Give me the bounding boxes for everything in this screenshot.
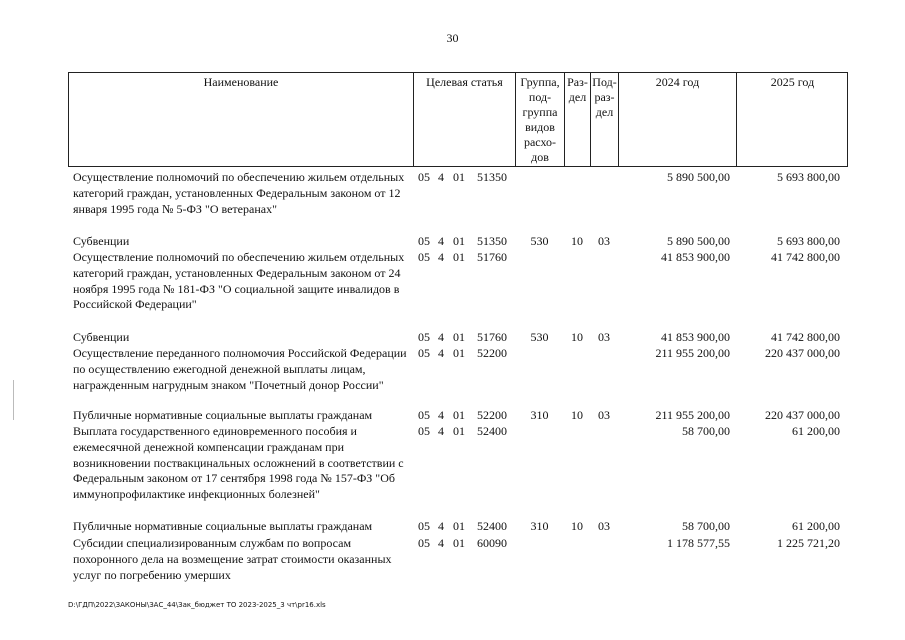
row-name: Осуществление полномочий по обеспечению жильем отдельных категорий граждан, установленных Федеральным законом от 12 января 1995 года № 5-ФЗ "О ветеранах" bbox=[73, 170, 405, 216]
row-podrazdel: 03 bbox=[598, 330, 610, 344]
file-path-footer: D:\ГДП\2022\ЗАКОНЫ\ЗАС_44\Зак_бюджет ТО 2023-2025_3 чт\pr16.xls bbox=[68, 601, 326, 609]
row-2025: 61 200,00 bbox=[792, 424, 840, 438]
row-podrazdel: 03 bbox=[598, 408, 610, 422]
row-razdel: 10 bbox=[571, 408, 583, 422]
row-group: 310 bbox=[530, 519, 549, 533]
row-group: 310 bbox=[530, 408, 549, 422]
row-target: 05 4 01 51760 bbox=[418, 250, 507, 264]
row-target: 05 4 01 52200 bbox=[418, 408, 507, 422]
row-2024: 5 890 500,00 bbox=[667, 234, 730, 248]
row-2024: 41 853 900,00 bbox=[661, 330, 730, 344]
row-target: 05 4 01 51350 bbox=[418, 234, 507, 248]
row-razdel: 10 bbox=[571, 519, 583, 533]
row-2025: 5 693 800,00 bbox=[777, 234, 840, 248]
header-group: Группа, под- группа видов расхо- дов bbox=[516, 73, 565, 166]
row-name: Субвенции bbox=[73, 330, 130, 344]
row-name: Выплата государственного единовременного пособия и ежемесячной денежной компенсации гражданам при возникновении поствакцинальных осложнений в соответствии с Федеральным законом от 17 сентября 1998 года № 157-ФЗ "Об иммунопрофилактике инфекционных болезней" bbox=[73, 424, 404, 502]
row-2024: 58 700,00 bbox=[682, 519, 730, 533]
row-name: Осуществление полномочий по обеспечению жильем отдельных категорий граждан, установленных Федеральным законом от 24 ноября 1995 года № 181-ФЗ "О социальной защите инвалидов в Российской Федерации" bbox=[73, 250, 405, 312]
row-2025: 41 742 800,00 bbox=[771, 250, 840, 264]
header-name: Наименование bbox=[69, 73, 414, 166]
header-2025: 2025 год bbox=[770, 75, 815, 89]
row-target: 05 4 01 52400 bbox=[418, 424, 507, 438]
row-2024: 211 955 200,00 bbox=[655, 346, 730, 360]
row-podrazdel: 03 bbox=[598, 234, 610, 248]
row-2025: 61 200,00 bbox=[792, 519, 840, 533]
budget-table bbox=[68, 72, 848, 582]
header-razdel: Раз- дел bbox=[565, 73, 591, 166]
row-group: 530 bbox=[530, 330, 549, 344]
row-name: Субсидии специализированным службам по вопросам похоронного дела на возмещение затрат стоимости оказанных услуг по погребению умерших bbox=[73, 536, 392, 582]
row-2024: 1 178 577,55 bbox=[667, 536, 730, 550]
row-2025: 1 225 721,20 bbox=[777, 536, 840, 550]
row-name: Публичные нормативные социальные выплаты гражданам bbox=[73, 408, 373, 422]
row-2025: 5 693 800,00 bbox=[777, 170, 840, 184]
row-2024: 5 890 500,00 bbox=[667, 170, 730, 184]
row-razdel: 10 bbox=[571, 234, 583, 248]
row-target: 05 4 01 51760 bbox=[418, 330, 507, 344]
header-podrazdel: Под- раз- дел bbox=[591, 73, 619, 166]
table-header bbox=[68, 72, 848, 167]
row-name: Субвенции bbox=[73, 234, 130, 248]
row-podrazdel: 03 bbox=[598, 519, 610, 533]
row-razdel: 10 bbox=[571, 330, 583, 344]
row-target: 05 4 01 51350 bbox=[418, 170, 507, 184]
row-2024: 211 955 200,00 bbox=[655, 408, 730, 422]
page-number: 30 bbox=[446, 31, 459, 45]
row-target: 05 4 01 52400 bbox=[418, 519, 507, 533]
row-2025: 220 437 000,00 bbox=[765, 346, 840, 360]
header-target: Целевая статья bbox=[414, 73, 516, 166]
row-2025: 220 437 000,00 bbox=[765, 408, 840, 422]
header-2024: 2024 год bbox=[619, 73, 737, 166]
row-2025: 41 742 800,00 bbox=[771, 330, 840, 344]
row-group: 530 bbox=[530, 234, 549, 248]
row-2024: 41 853 900,00 bbox=[661, 250, 730, 264]
row-2024: 58 700,00 bbox=[682, 424, 730, 438]
row-name: Публичные нормативные социальные выплаты гражданам bbox=[73, 519, 373, 533]
row-name: Осуществление переданного полномочия Российской Федерации по осуществлению ежегодной денежной выплаты лицам, награжденным нагрудным знаком "Почетный донор России" bbox=[73, 346, 407, 392]
row-target: 05 4 01 52200 bbox=[418, 346, 507, 360]
scan-margin-mark bbox=[13, 380, 14, 420]
row-target: 05 4 01 60090 bbox=[418, 536, 507, 550]
